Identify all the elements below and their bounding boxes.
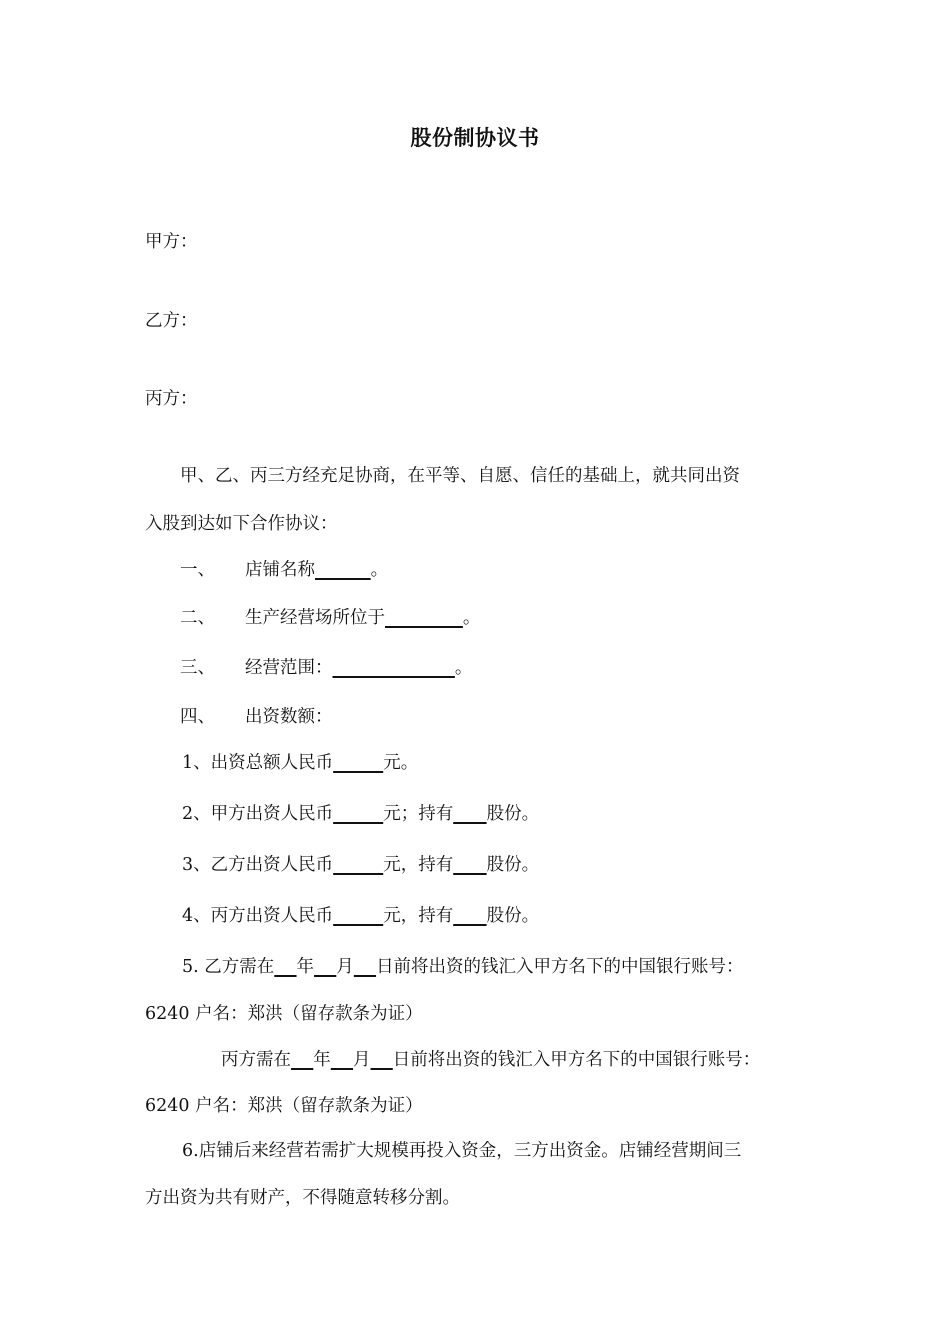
item-five-c-rest: 日前将出资的钱汇入甲方名下的中国银行账号： [392, 1050, 761, 1070]
item-four-text: 出资数额： [245, 707, 333, 727]
investment-party-c [182, 902, 539, 930]
item-five-party-c [221, 1046, 760, 1074]
investment-c-mid: 元，持有 [383, 906, 454, 926]
investment-total-blank [333, 753, 383, 773]
item-four-number: 四、 [180, 707, 215, 727]
investment-b-end: 股份。 [486, 855, 540, 875]
item-five-c-month-blank [331, 1050, 353, 1070]
item-three-blank [333, 658, 455, 678]
item-one-end: 。 [370, 560, 389, 580]
investment-party-b [182, 851, 539, 879]
item-five-b-year-blank [274, 957, 296, 977]
investment-c-amount-blank [333, 906, 383, 926]
item-four [180, 703, 333, 731]
investment-total [182, 749, 418, 777]
investment-a-share-blank [453, 804, 486, 824]
item-one-number: 一、 [180, 560, 215, 580]
item-two-blank [385, 608, 463, 628]
item-one [180, 556, 388, 584]
item-five-b-day-blank [354, 957, 376, 977]
item-five-b-account: 6240 户名：郑洪（留存款条为证） [145, 1004, 423, 1024]
investment-a-prefix: 2、甲方出资人民币 [182, 804, 334, 824]
investment-c-end: 股份。 [486, 906, 540, 926]
item-five-b-month-blank [314, 957, 336, 977]
investment-c-share-blank [453, 906, 486, 926]
item-five-b-year: 年 [296, 957, 315, 977]
investment-b-share-blank [453, 855, 486, 875]
item-five-c-year-blank [291, 1050, 313, 1070]
item-five-c-prefix: 丙方需在 [221, 1050, 291, 1070]
item-five-c-day-blank [371, 1050, 393, 1070]
party-c-label: 丙方： [145, 389, 198, 409]
item-two [180, 604, 480, 632]
item-three-number: 三、 [180, 658, 215, 678]
investment-total-prefix: 1、出资总额人民币 [182, 753, 334, 773]
intro-line-1: 甲、乙、丙三方经充足协商，在平等、自愿、信任的基础上，就共同出资 [180, 466, 740, 486]
item-two-end: 。 [462, 608, 481, 628]
item-five-party-b [182, 953, 744, 981]
investment-a-end: 股份。 [486, 804, 540, 824]
item-two-number: 二、 [180, 608, 215, 628]
party-b-label: 乙方： [145, 311, 198, 331]
item-six-line-1: 6.店铺后来经营若需扩大规模再投入资金，三方出资金。店铺经营期间三 [182, 1141, 742, 1161]
document-title: 股份制协议书 [410, 125, 540, 150]
investment-total-end: 元。 [383, 753, 419, 773]
item-six-line-2: 方出资为共有财产，不得随意转移分割。 [145, 1188, 460, 1208]
item-five-b-month: 月 [336, 957, 354, 977]
party-a-label: 甲方： [145, 232, 198, 252]
item-three-text: 经营范围： [245, 658, 333, 678]
investment-b-prefix: 3、乙方出资人民币 [182, 855, 334, 875]
item-five-b-rest: 日前将出资的钱汇入甲方名下的中国银行账号： [376, 957, 744, 977]
item-five-c-year: 年 [313, 1050, 331, 1070]
investment-b-mid: 元，持有 [383, 855, 454, 875]
item-one-blank [315, 560, 371, 580]
investment-party-a [182, 800, 539, 828]
item-five-c-account: 6240 户名：郑洪（留存款条为证） [145, 1096, 423, 1116]
investment-a-amount-blank [333, 804, 383, 824]
item-three-end: 。 [454, 658, 473, 678]
item-two-text: 生产经营场所位于 [245, 608, 385, 628]
investment-b-amount-blank [333, 855, 383, 875]
investment-a-mid: 元；持有 [383, 804, 454, 824]
item-three [180, 654, 472, 682]
investment-c-prefix: 4、丙方出资人民币 [182, 906, 334, 926]
intro-line-2: 入股到达如下合作协议： [145, 514, 338, 534]
item-one-text: 店铺名称 [245, 560, 315, 580]
item-five-b-prefix: 5. 乙方需在 [182, 957, 275, 977]
item-five-c-month: 月 [353, 1050, 371, 1070]
